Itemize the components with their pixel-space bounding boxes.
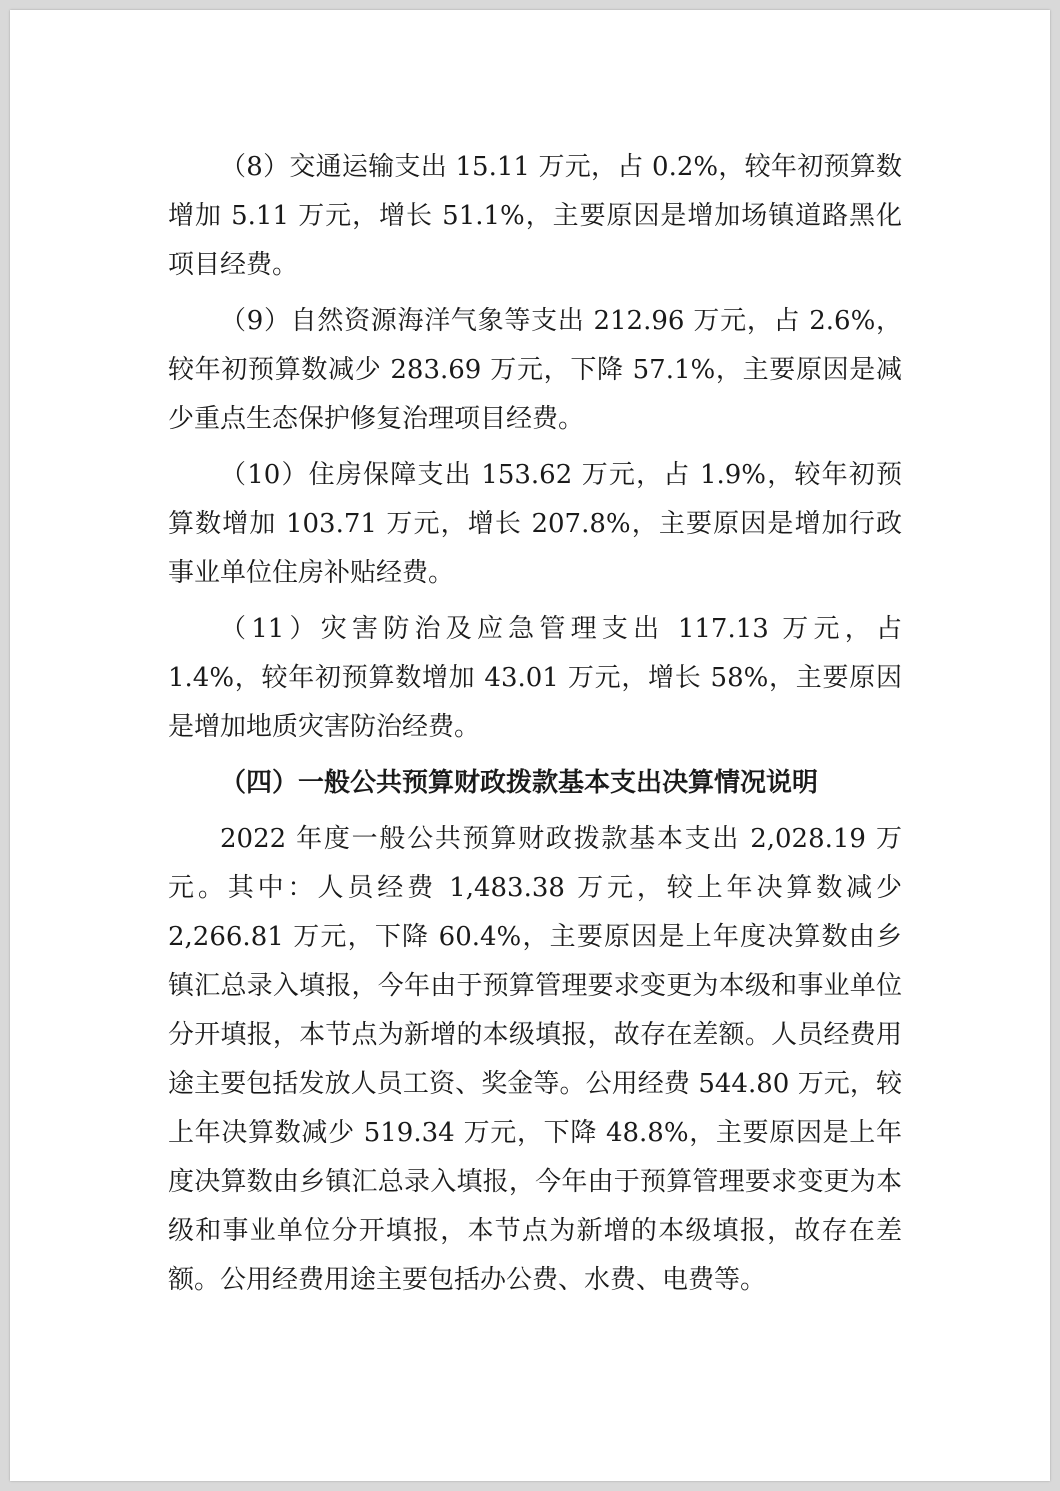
- paragraph-basic-expenditure: 2022 年度一般公共预算财政拨款基本支出 2,028.19 万元。其中：人员经费 1,483.38 万元，较上年决算数减少 2,266.81 万元，下降 60.4%，主要原因是上年度决算数由乡镇汇总录入填报，今年由于预算管理要求变更为本级和事业单位分开填报，本节点为新增的本级填报，故存在差额。人员经费用途主要包括发放人员工资、奖金等。公用经费 544.80 万元，较上年决算数减少 519.34 万元，下降 48.8%，主要原因是上年度决算数由乡镇汇总录入填报，今年由于预算管理要求变更为本级和事业单位分开填报，本节点为新增的本级填报，故存在差额。公用经费用途主要包括办公费、水费、电费等。: [168, 824, 902, 1295]
- paragraph-disaster-prevention: （11）灾害防治及应急管理支出 117.13 万元，占 1.4%，较年初预算数增加 43.01 万元，增长 58%，主要原因是增加地质灾害防治经费。: [168, 614, 902, 742]
- paragraph-transport: （8）交通运输支出 15.11 万元，占 0.2%，较年初预算数增加 5.11 万元，增长 51.1%，主要原因是增加场镇道路黑化项目经费。: [168, 152, 902, 280]
- section-heading: （四）一般公共预算财政拨款基本支出决算情况说明: [220, 768, 819, 798]
- paragraph-natural-resources: （9）自然资源海洋气象等支出 212.96 万元，占 2.6%，较年初预算数减少 283.69 万元，下降 57.1%，主要原因是减少重点生态保护修复治理项目经费。: [168, 306, 902, 434]
- document-body: [168, 143, 902, 1312]
- document-page: [10, 10, 1050, 1481]
- paragraph-housing: （10）住房保障支出 153.62 万元，占 1.9%，较年初预算数增加 103.71 万元，增长 207.8%，主要原因是增加行政事业单位住房补贴经费。: [168, 460, 902, 588]
